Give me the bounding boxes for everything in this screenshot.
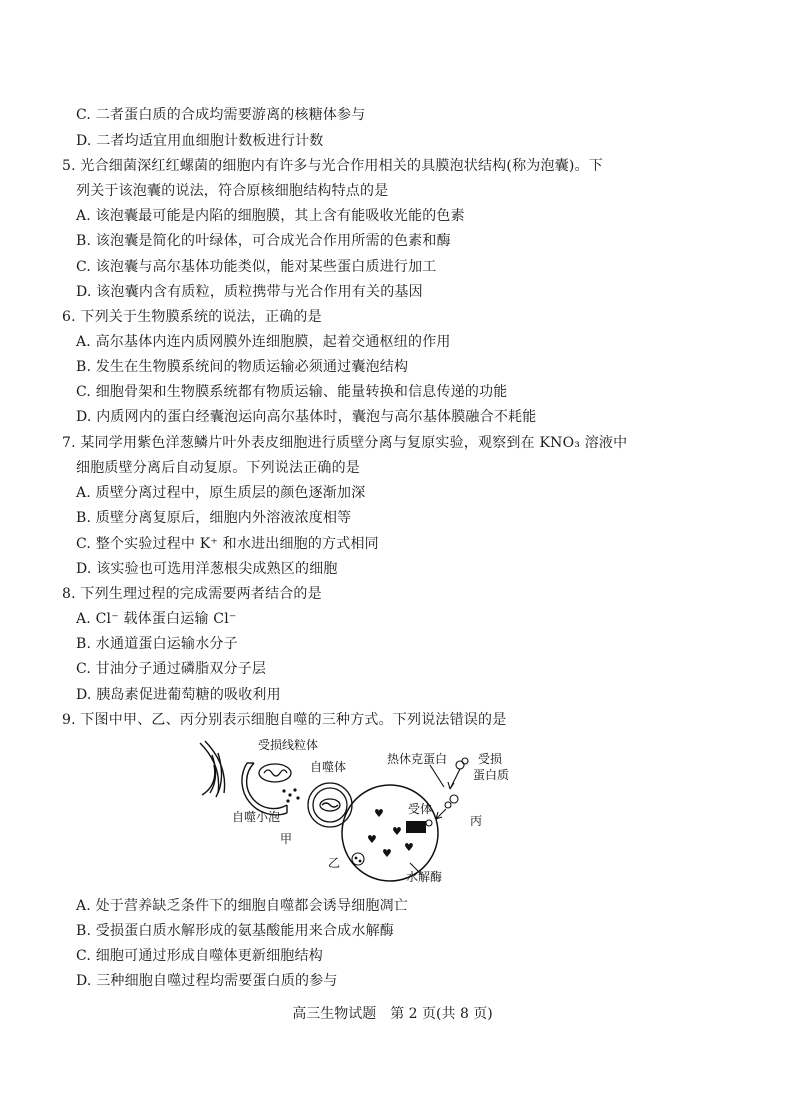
page-footer: 高三生物试题 第 2 页(共 8 页) (292, 1006, 493, 1022)
q4-option-d: D. 二者均适宜用血细胞计数板进行计数 (76, 133, 324, 149)
label-damaged-protein-2: 蛋白质 (473, 768, 510, 782)
hydrolase-heart-1: ♥ (374, 807, 384, 820)
q6-option-c: C. 细胞骨架和生物膜系统都有物质运输、能量转换和信息传递的功能 (76, 384, 508, 400)
q7-option-d: D. 该实验也可选用洋葱根尖成熟区的细胞 (76, 561, 338, 577)
q9-option-a: A. 处于营养缺乏条件下的细胞自噬都会诱导细胞凋亡 (76, 898, 409, 914)
er-membrane-shape (200, 741, 225, 797)
hydrolase-heart-5: ♥ (404, 841, 414, 854)
q8-option-c: C. 甘油分子通过磷脂双分子层 (76, 661, 267, 677)
q8-stem: 8. 下列生理过程的完成需要两者结合的是 (62, 586, 322, 602)
autophagic-vesicle-shape (242, 763, 287, 815)
q4-option-c: C. 二者蛋白质的合成均需要游离的核糖体参与 (76, 107, 366, 123)
q5-option-c: C. 该泡囊与高尔基体功能类似，能对某些蛋白质进行加工 (76, 259, 437, 275)
debris-dots (282, 788, 299, 802)
q7-option-a: A. 质壁分离过程中，原生质层的颜色逐渐加深 (76, 485, 366, 501)
q5-option-a: A. 该泡囊最可能是内陷的细胞膜，其上含有能吸收光能的色素 (76, 208, 465, 224)
q8-option-d: D. 胰岛素促进葡萄糖的吸收利用 (76, 687, 281, 703)
q9-option-c: C. 细胞可通过形成自噬体更新细胞结构 (76, 948, 323, 964)
hydrolase-heart-3: ♥ (367, 833, 377, 846)
label-damaged-mitochondrion: 受损线粒体 (258, 738, 319, 752)
q6-option-a: A. 高尔基体内连内质网膜外连细胞膜，起着交通枢纽的作用 (76, 334, 451, 350)
q9-stem: 9. 下图中甲、乙、丙分别表示细胞自噬的三种方式。下列说法错误的是 (62, 712, 507, 728)
q7-option-c: C. 整个实验过程中 K⁺ 和水进出细胞的方式相同 (76, 536, 379, 552)
label-damaged-protein-1: 受损 (478, 752, 503, 766)
label-heat-shock-protein: 热休克蛋白 (387, 752, 448, 766)
hydrolase-heart-4: ♥ (382, 847, 392, 860)
q8-option-b: B. 水通道蛋白运输水分子 (76, 636, 238, 652)
q9-option-d: D. 三种细胞自噬过程均需要蛋白质的参与 (76, 973, 338, 989)
label-jia: 甲 (280, 832, 293, 846)
q5-stem-line-2: 列关于该泡囊的说法，符合原核细胞结构特点的是 (76, 183, 389, 199)
q5-option-b: B. 该泡囊是简化的叶绿体，可合成光合作用所需的色素和酶 (76, 233, 451, 249)
q5-option-d: D. 该泡囊内含有质粒，质粒携带与光合作用有关的基因 (76, 284, 423, 300)
q6-option-d: D. 内质网内的蛋白经囊泡运向高尔基体时，囊泡与高尔基体膜融合不耗能 (76, 409, 537, 425)
q7-option-b: B. 质壁分离复原后，细胞内外溶液浓度相等 (76, 510, 352, 526)
label-yi: 乙 (328, 856, 341, 870)
autophagosome-shape (308, 783, 352, 827)
hydrolase-heart-2: ♥ (392, 825, 402, 838)
q9-option-b: B. 受损蛋白质水解形成的氨基酸能用来合成水解酶 (76, 923, 394, 939)
chaperone-pathway (430, 758, 468, 819)
q6-option-b: B. 发生在生物膜系统间的物质运输必须通过囊泡结构 (76, 359, 409, 375)
q8-option-a: A. Cl⁻ 载体蛋白运输 Cl⁻ (76, 611, 237, 627)
label-autophagic-vesicle: 自噬小泡 (232, 810, 281, 824)
damaged-mitochondrion-shape (259, 764, 291, 782)
autophagy-diagram (192, 735, 522, 885)
q6-stem: 6. 下列关于生物膜系统的说法，正确的是 (62, 309, 322, 325)
label-autophagosome: 自噬体 (310, 760, 347, 774)
receptor-shape (406, 820, 432, 833)
label-bing: 丙 (470, 814, 483, 828)
q5-stem-line-1: 5. 光合细菌深红红螺菌的细胞内有许多与光合作用相关的具膜泡状结构(称为泡囊)。下 (62, 158, 603, 174)
label-receptor: 受体 (408, 802, 433, 816)
q7-stem-line-2: 细胞质壁分离后自动复原。下列说法正确的是 (76, 460, 360, 476)
q7-stem-line-1: 7. 某同学用紫色洋葱鳞片叶外表皮细胞进行质壁分离与复原实验，观察到在 KNO₃ 溶液中 (62, 435, 628, 451)
label-hydrolase: 水解酶 (406, 870, 443, 884)
